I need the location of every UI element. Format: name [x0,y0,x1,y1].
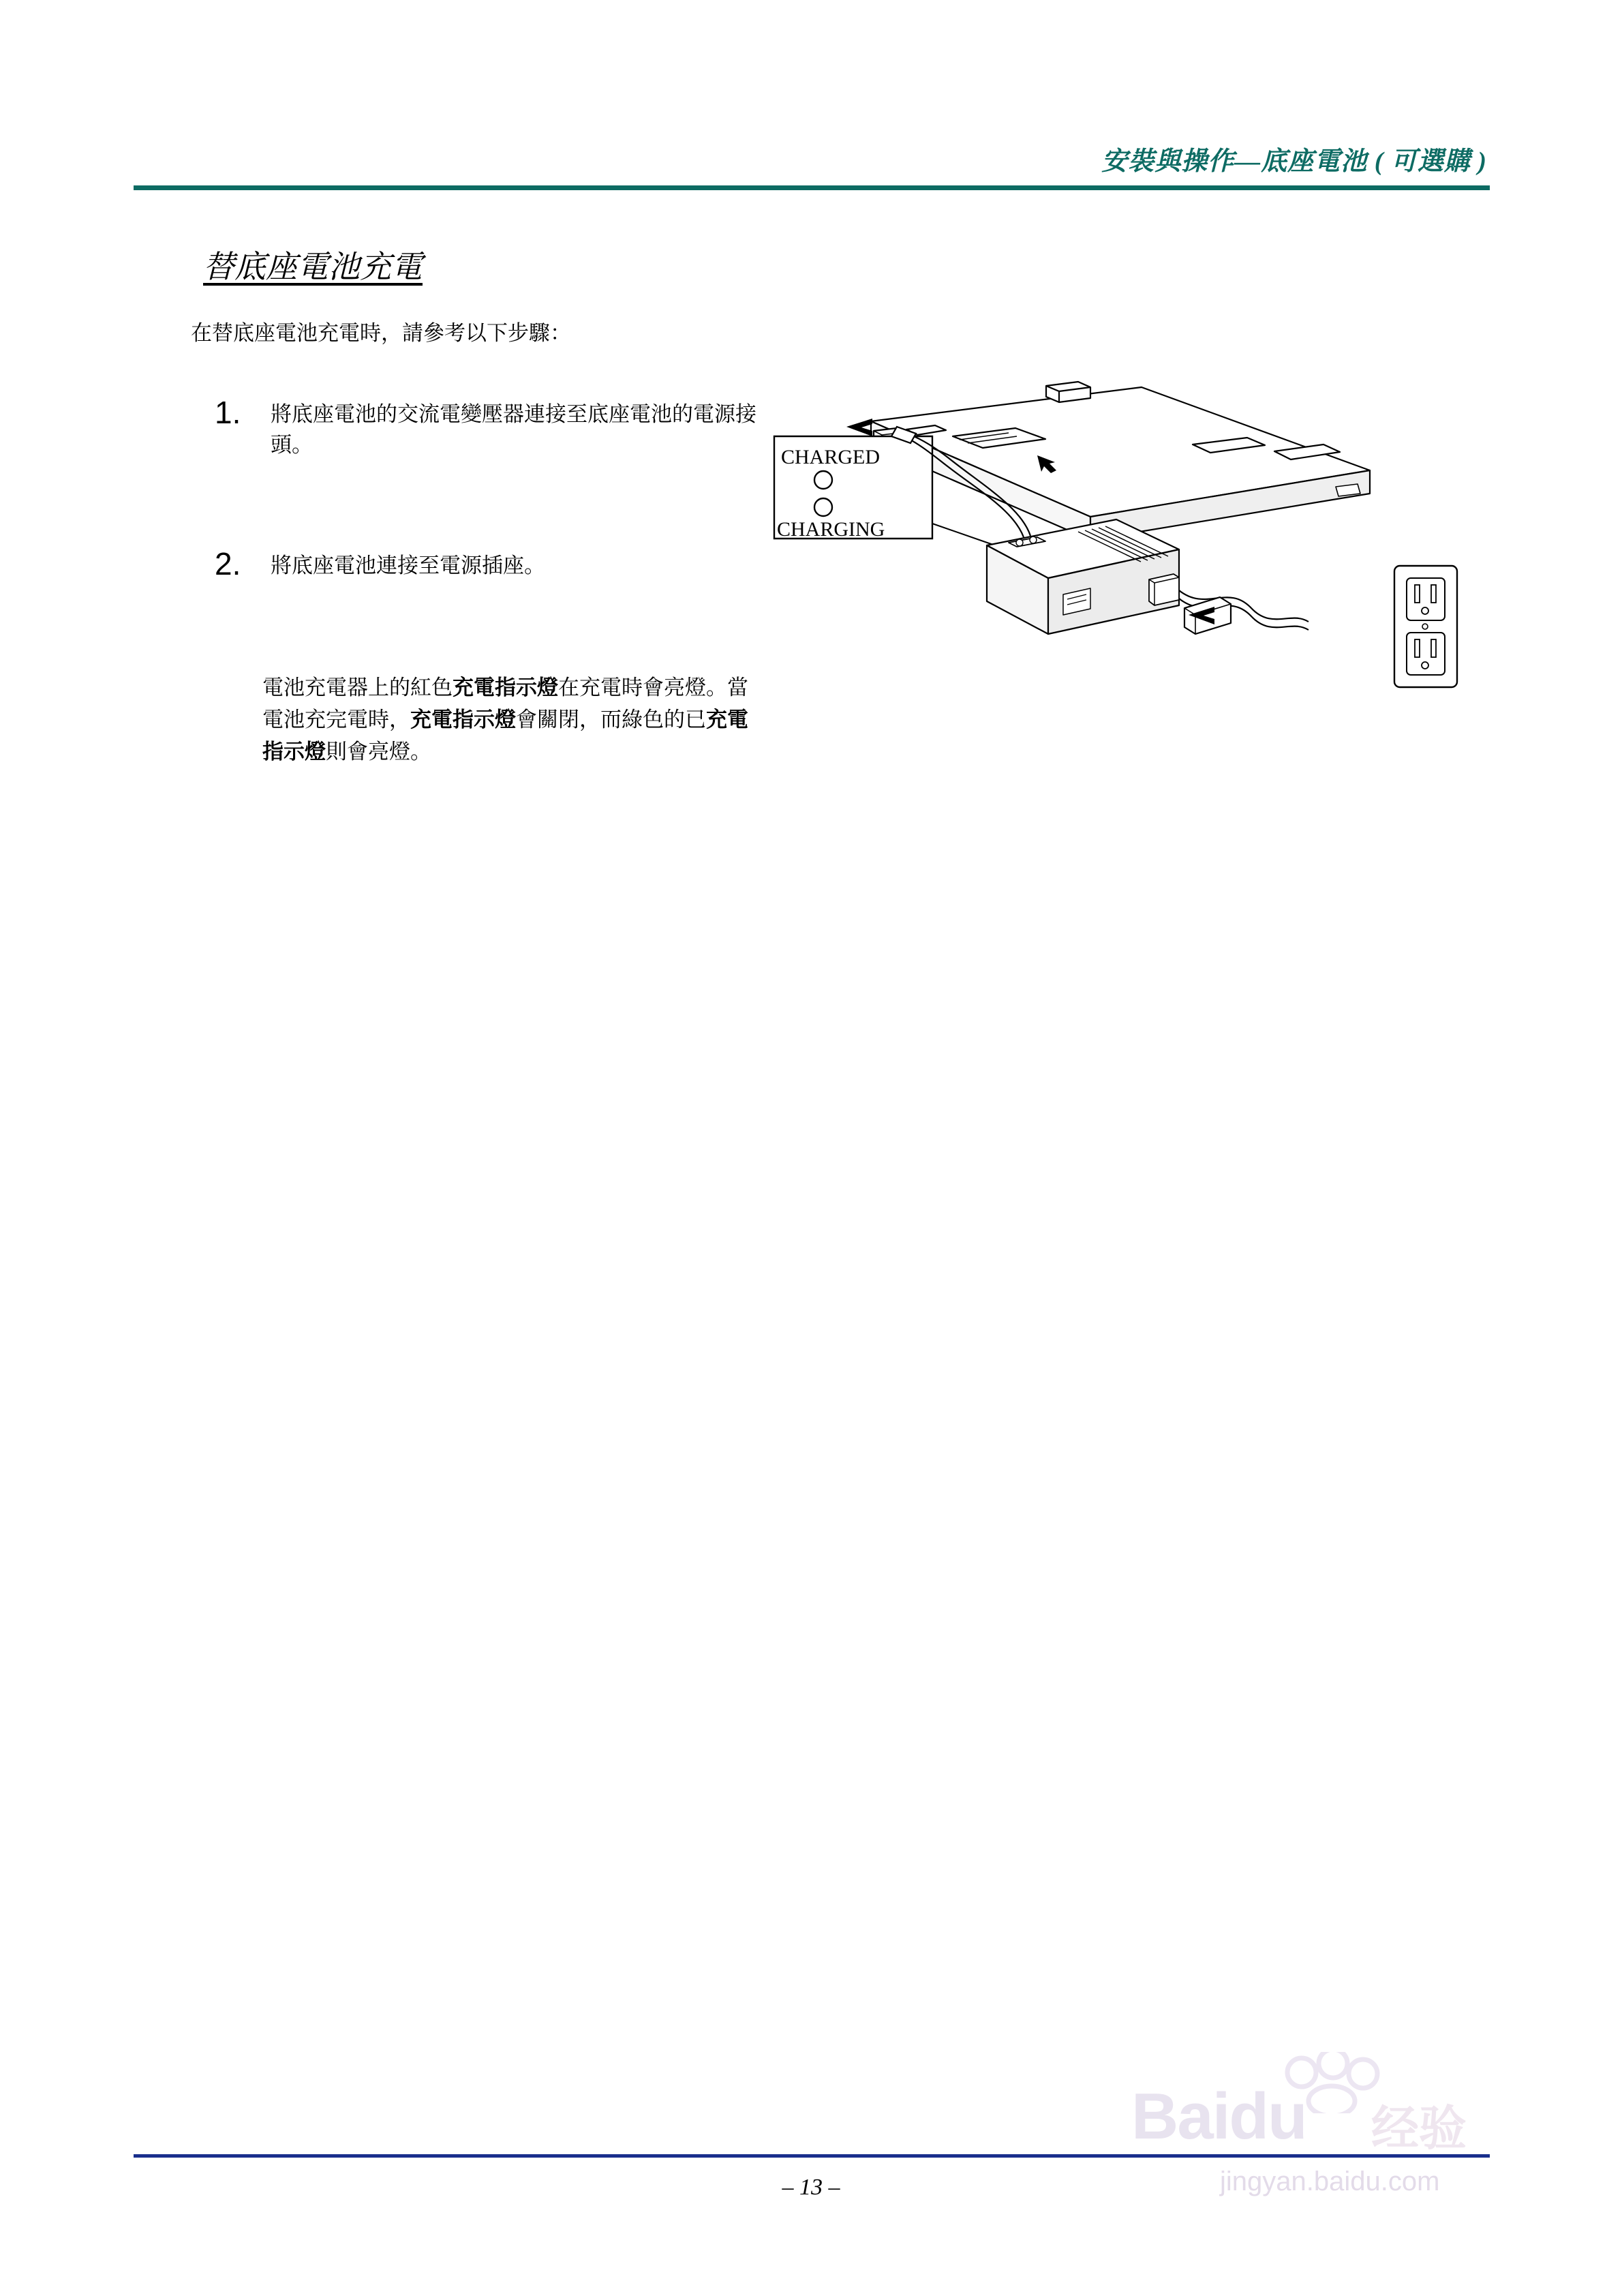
section-heading: 替底座電池充電 [203,250,423,284]
step-number: 1. [215,395,241,430]
charging-setup-illustration [770,341,1533,764]
led-charged-label: CHARGED [781,446,881,468]
step-number: 2. [215,546,241,581]
header-divider [134,185,1490,190]
led-charging-indicator [814,498,832,516]
step-text: 將底座電池連接至電源插座。 [271,554,545,577]
wall-outlet-illustration [1394,566,1457,687]
note-paragraph [262,671,753,768]
step-text: 將底座電池的交流電變壓器連接至底座電池的電源接頭。 [271,402,756,457]
paw-print-icon [1283,2052,1385,2113]
note-part-4: 則會亮燈。 [326,740,431,764]
ac-adapter-illustration [987,519,1179,634]
led-charged-indicator [814,471,832,489]
note-part-2: 在充電時會亮燈。當電池充完電時， [262,676,748,732]
page-number: – 13 – [782,2175,840,2200]
section-intro-text: 在替底座電池充電時，請參考以下步驟： [191,321,571,345]
note-part-1: 電池充電器上的紅色 [262,676,453,699]
note-bold-2: 充電指示燈 [410,708,516,732]
note-bold-3: 充電指示燈 [262,708,748,764]
note-bold-1: 充電指示燈 [453,676,558,699]
watermark-brand: Baidu [1131,2080,1306,2153]
docking-battery-illustration [871,382,1370,540]
note-part-3: 會關閉，而綠色的已 [516,708,706,732]
insertion-arrow-icon [846,419,872,436]
watermark-url: jingyan.baidu.com [1220,2166,1440,2196]
led-charging-label: CHARGING [777,518,885,541]
footer-divider [134,2154,1490,2158]
page-header-title: 安裝與操作—底座電池 ( 可選購 ) [1101,147,1487,176]
watermark-brand-cn: 经验 [1371,2102,1467,2155]
